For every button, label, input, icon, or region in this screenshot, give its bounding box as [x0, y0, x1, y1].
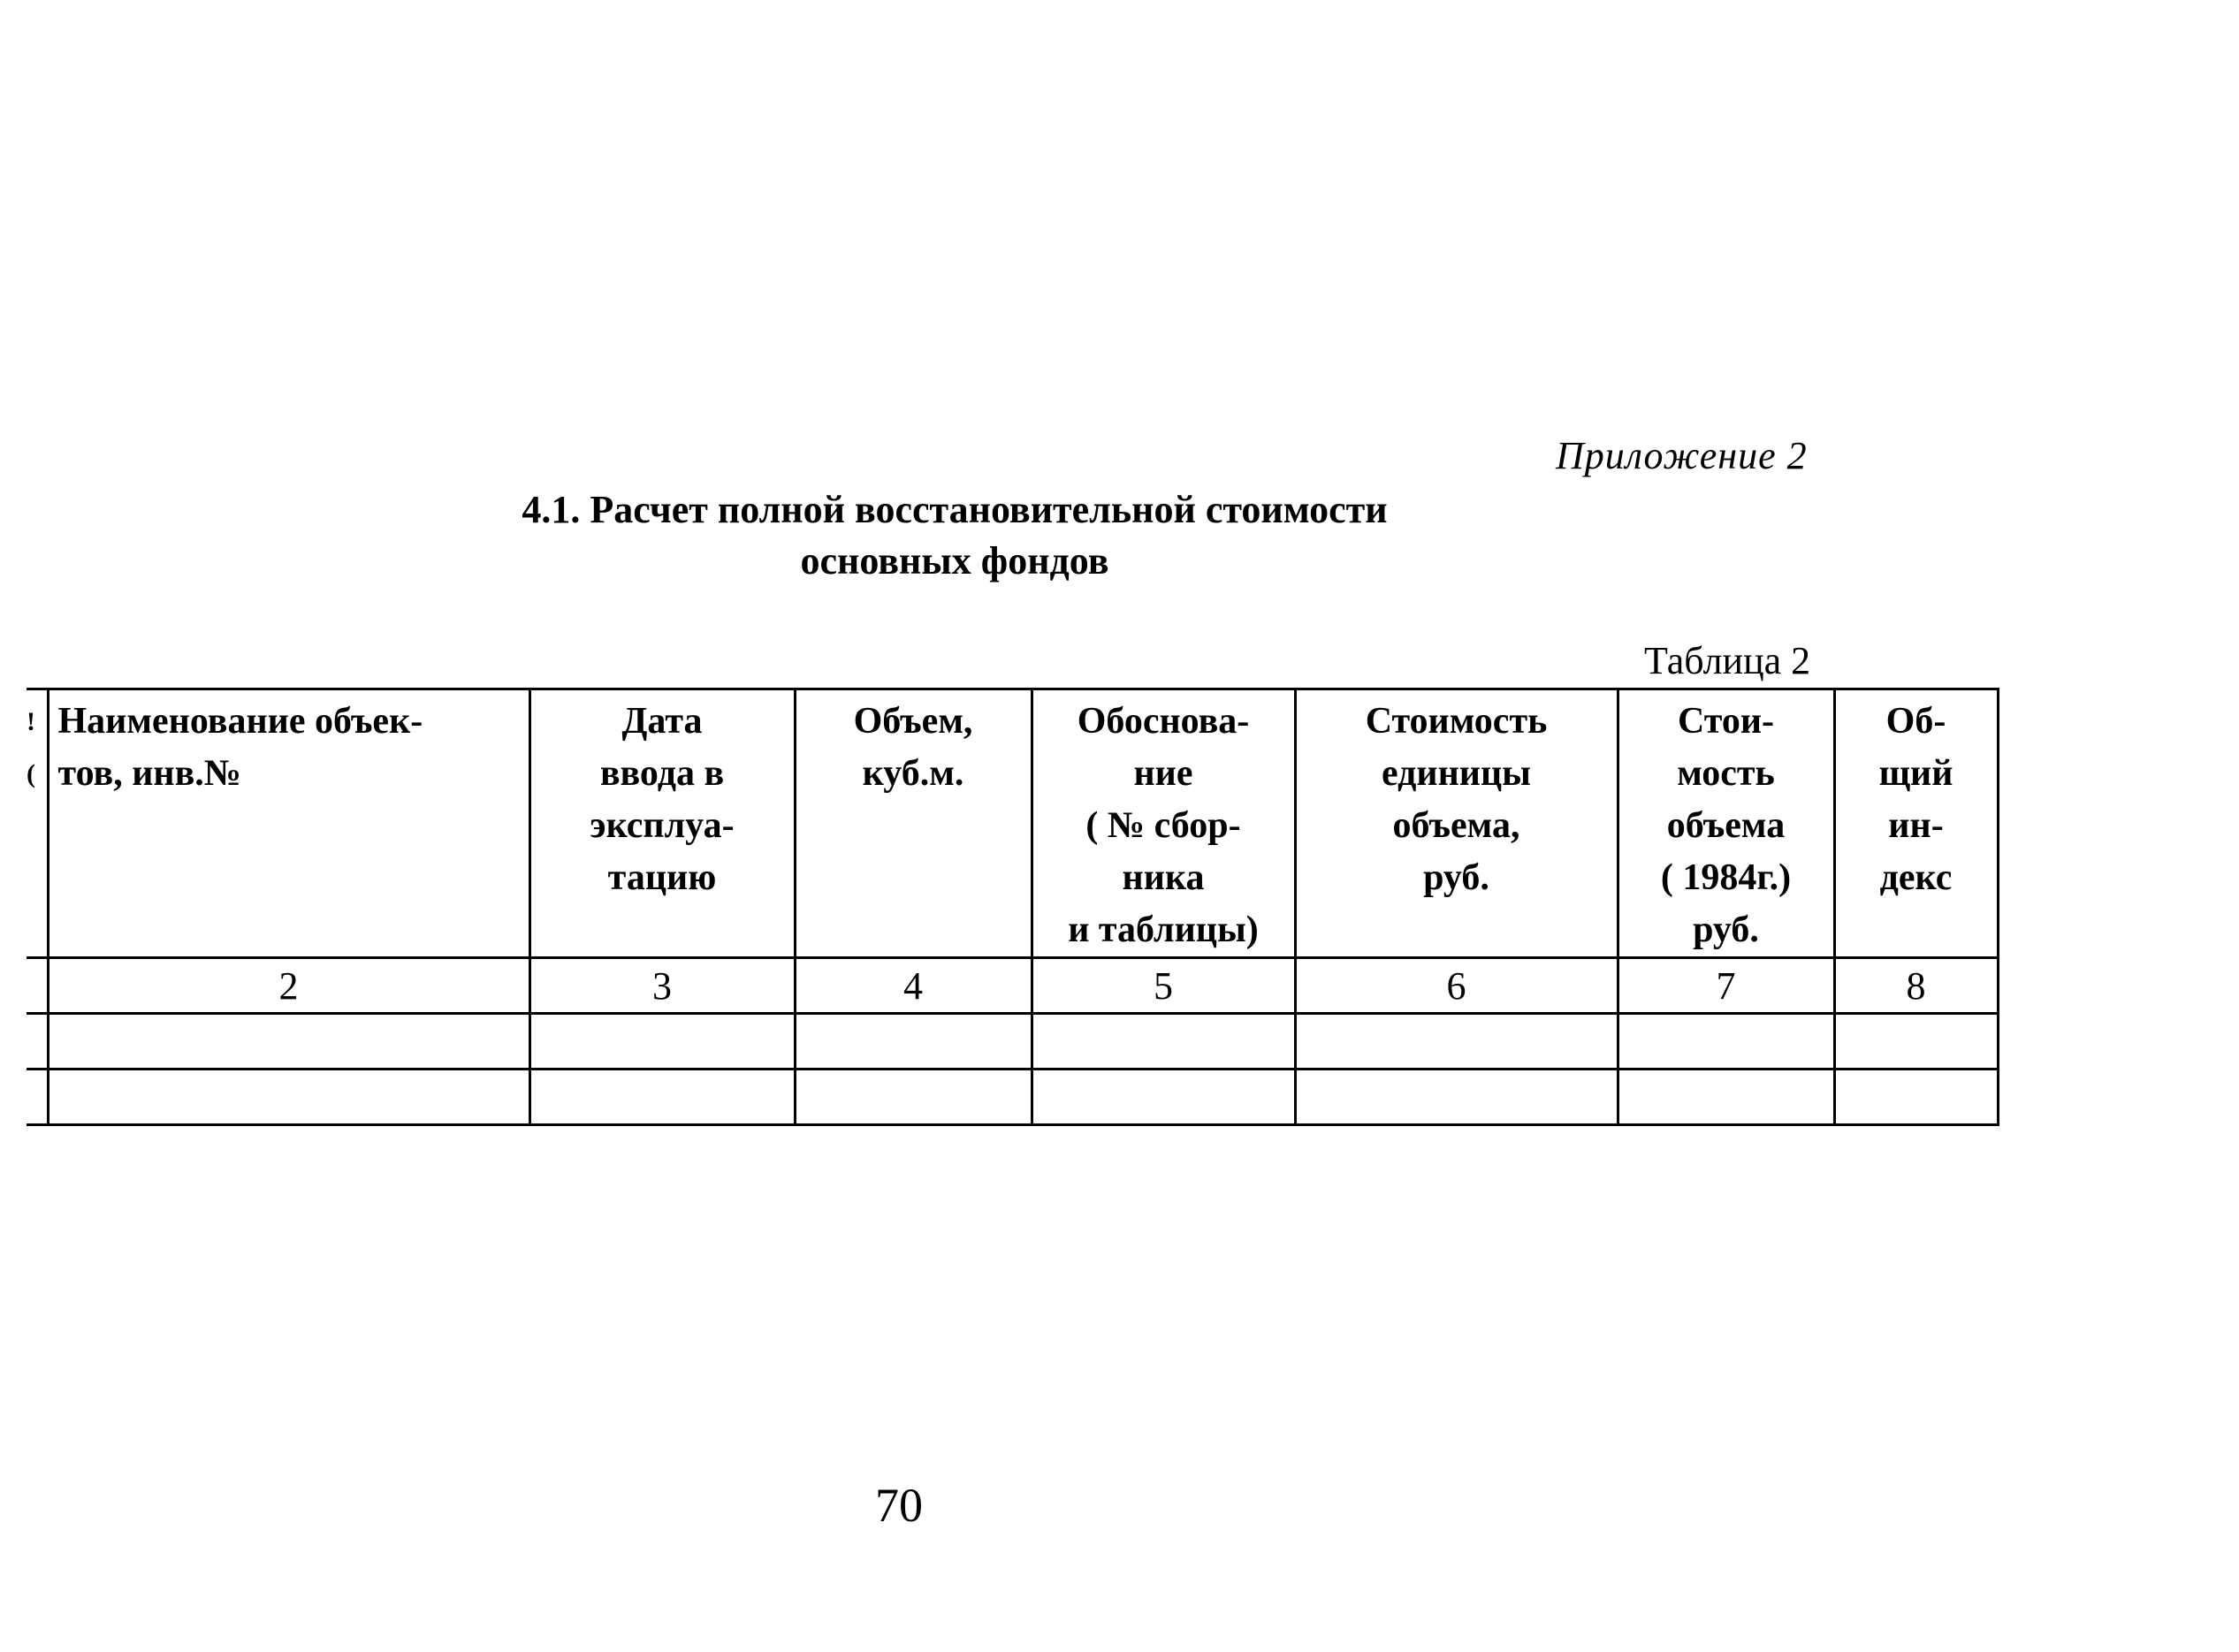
calculation-table-wrapper — [27, 688, 1999, 1126]
number-cell: 2 — [48, 958, 529, 1014]
number-cell: 4 — [795, 958, 1032, 1014]
number-cell: 5 — [1032, 958, 1295, 1014]
header-cell-unit-cost: Стоимость единицы объема, руб. — [1295, 689, 1618, 958]
number-cell: 6 — [1295, 958, 1618, 1014]
header-cell-cut: ! ( — [27, 689, 48, 958]
empty-cell — [529, 1070, 795, 1125]
empty-cell — [1618, 1070, 1834, 1125]
number-cell: 7 — [1618, 958, 1834, 1014]
number-cell-cut — [27, 958, 48, 1014]
empty-cell — [1834, 1070, 1998, 1125]
empty-cell — [1295, 1070, 1618, 1125]
page-number: 70 — [875, 1479, 923, 1532]
empty-cell — [27, 1070, 48, 1125]
empty-cell — [27, 1014, 48, 1070]
title-line-1: 4.1. Расчет полной восстановительной стоимости — [522, 488, 1388, 531]
table-label: Таблица 2 — [1644, 639, 1811, 682]
number-cell: 3 — [529, 958, 795, 1014]
header-cell-date: Дата ввода в эксплуа- тацию — [529, 689, 795, 958]
header-cell-index: Об- щий ин- декс — [1834, 689, 1998, 958]
empty-cell — [1295, 1014, 1618, 1070]
empty-cell — [1618, 1014, 1834, 1070]
column-number-row — [27, 958, 1998, 1014]
appendix-label: Приложение 2 — [1556, 434, 1808, 477]
number-cell: 8 — [1834, 958, 1998, 1014]
table-row — [27, 1070, 1998, 1125]
title-line-2: основных фондов — [800, 539, 1109, 582]
empty-cell — [795, 1070, 1032, 1125]
header-cell-name: Наименование объек- тов, инв.№ — [48, 689, 529, 958]
empty-cell — [48, 1014, 529, 1070]
table-row — [27, 1014, 1998, 1070]
empty-cell — [1032, 1070, 1295, 1125]
empty-cell — [795, 1014, 1032, 1070]
header-cell-volume: Объем, куб.м. — [795, 689, 1032, 958]
page-title — [336, 484, 1573, 587]
empty-cell — [529, 1014, 795, 1070]
empty-cell — [1834, 1014, 1998, 1070]
empty-cell — [1032, 1014, 1295, 1070]
header-cell-volume-cost: Стои- мость объема ( 1984г.) руб. — [1618, 689, 1834, 958]
header-row — [27, 689, 1998, 958]
header-cell-basis: Обоснова- ние ( № сбор- ника и таблицы) — [1032, 689, 1295, 958]
calculation-table — [27, 688, 1999, 1126]
empty-cell — [48, 1070, 529, 1125]
